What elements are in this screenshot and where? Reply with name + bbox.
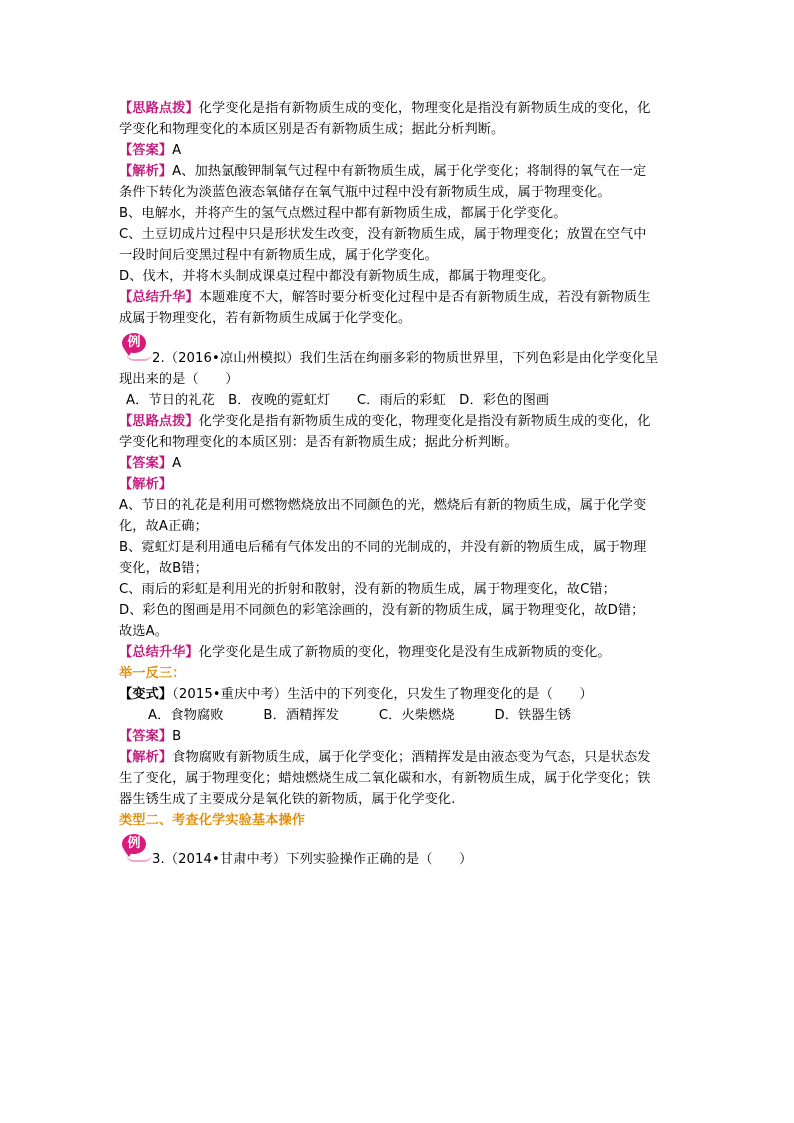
- analysis-2-line-6: D、彩色的图画是用不同颜色的彩笔涂画的，没有新的物质生成，属于物理变化，故D错；: [119, 603, 645, 618]
- variant-answer: 【答案】B: [119, 729, 182, 744]
- answer-line: 【答案】A: [119, 143, 182, 158]
- example-badge-1: 例: [120, 331, 150, 357]
- summary-line-1: 【总结升华】本题难度不大，解答时要分析变化过程中是否有新物质生成，若没有新物质生: [119, 290, 651, 305]
- variant-question: 【变式】（2015•重庆中考）生活中的下列变化，只发生了物理变化的是（ ）: [119, 687, 593, 702]
- example-badge-2: 例: [120, 832, 150, 858]
- variant-options: A．食物腐败 B．酒精挥发 C．火柴燃烧 D．铁器生锈: [148, 708, 572, 723]
- question-2-line-1: 2.（2016•凉山州模拟）我们生活在绚丽多彩的物质世界里，下列色彩是由化学变化呈: [152, 351, 659, 366]
- variant-analysis-1: 【解析】食物腐败有新物质生成，属于化学变化；酒精挥发是由液态变为气态，只是状态发: [119, 750, 651, 765]
- analysis-2-line-7: 故选A。: [119, 624, 168, 639]
- question-2-line-2: 现出来的是（ ）: [119, 372, 239, 387]
- analysis-line-5: 一段时间后变黑过程中有新物质生成，属于化学变化。: [119, 248, 438, 263]
- summary-line-2: 成属于物理变化，若有新物质生成属于化学变化。: [119, 311, 412, 326]
- analysis-2-line-4: 变化，故B错；: [119, 561, 208, 576]
- variant-analysis-3: 器生锈生成了主要成分是氧化铁的新物质，属于化学变化.: [119, 792, 456, 807]
- section-heading-type-2: 类型二、考查化学实验基本操作: [119, 813, 306, 828]
- question-3-line: 3.（2014•甘肃中考）下列实验操作正确的是（ ）: [152, 852, 473, 867]
- analysis-line-4: C、土豆切成片过程中只是形状发生改变，没有新物质生成，属于物理变化；放置在空气中: [119, 227, 647, 242]
- practice-heading: 举一反三：: [119, 666, 186, 681]
- analysis-line-3: B、电解水，并将产生的氢气点燃过程中都有新物质生成，都属于化学变化。: [119, 206, 567, 221]
- summary-2-line: 【总结升华】化学变化是生成了新物质的变化，物理变化是没有生成新物质的变化。: [119, 645, 611, 660]
- analysis-line-1: 【解析】A、加热氯酸钾制氧气过程中有新物质生成，属于化学变化；将制得的氧气在一定: [119, 164, 647, 179]
- analysis-2-line-5: C、雨后的彩虹是利用光的折射和散射，没有新的物质生成，属于物理变化，故C错；: [119, 582, 616, 597]
- variant-analysis-2: 生了变化，属于物理变化；蜡烛燃烧生成二氧化碳和水，有新物质生成，属于化学变化；铁: [119, 771, 651, 786]
- analysis-2-line-2: 化，故A正确；: [119, 519, 208, 534]
- analysis-2-line-3: B、霓虹灯是利用通电后稀有气体发出的不同的光制成的，并没有新的物质生成，属于物理: [119, 540, 647, 555]
- analysis-line-2: 条件下转化为淡蓝色液态氧储存在氧气瓶中过程中没有新物质生成，属于物理变化。: [119, 185, 611, 200]
- analysis-2-heading: 【解析】: [119, 477, 173, 492]
- hint-2-line-2: 学变化和物理变化的本质区别：是否有新物质生成；据此分析判断。: [119, 435, 518, 450]
- hint-line-2: 学变化和物理变化的本质区别是否有新物质生成；据此分析判断。: [119, 122, 505, 137]
- hint-2-line-1: 【思路点拨】化学变化是指有新物质生成的变化，物理变化是指没有新物质生成的变化，化: [119, 414, 651, 429]
- analysis-line-6: D、伐木，并将木头制成课桌过程中都没有新物质生成，都属于物理变化。: [119, 269, 555, 284]
- hint-line-1: 【思路点拨】化学变化是指有新物质生成的变化，物理变化是指没有新物质生成的变化，化: [119, 101, 651, 116]
- analysis-2-line-1: A、节日的礼花是利用可燃物燃烧放出不同颜色的光，燃烧后有新的物质生成，属于化学变: [119, 498, 647, 513]
- answer-2-line: 【答案】A: [119, 456, 182, 471]
- question-2-options: A．节日的礼花 B．夜晚的霓虹灯 C．雨后的彩虹 D．彩色的图画: [126, 393, 550, 408]
